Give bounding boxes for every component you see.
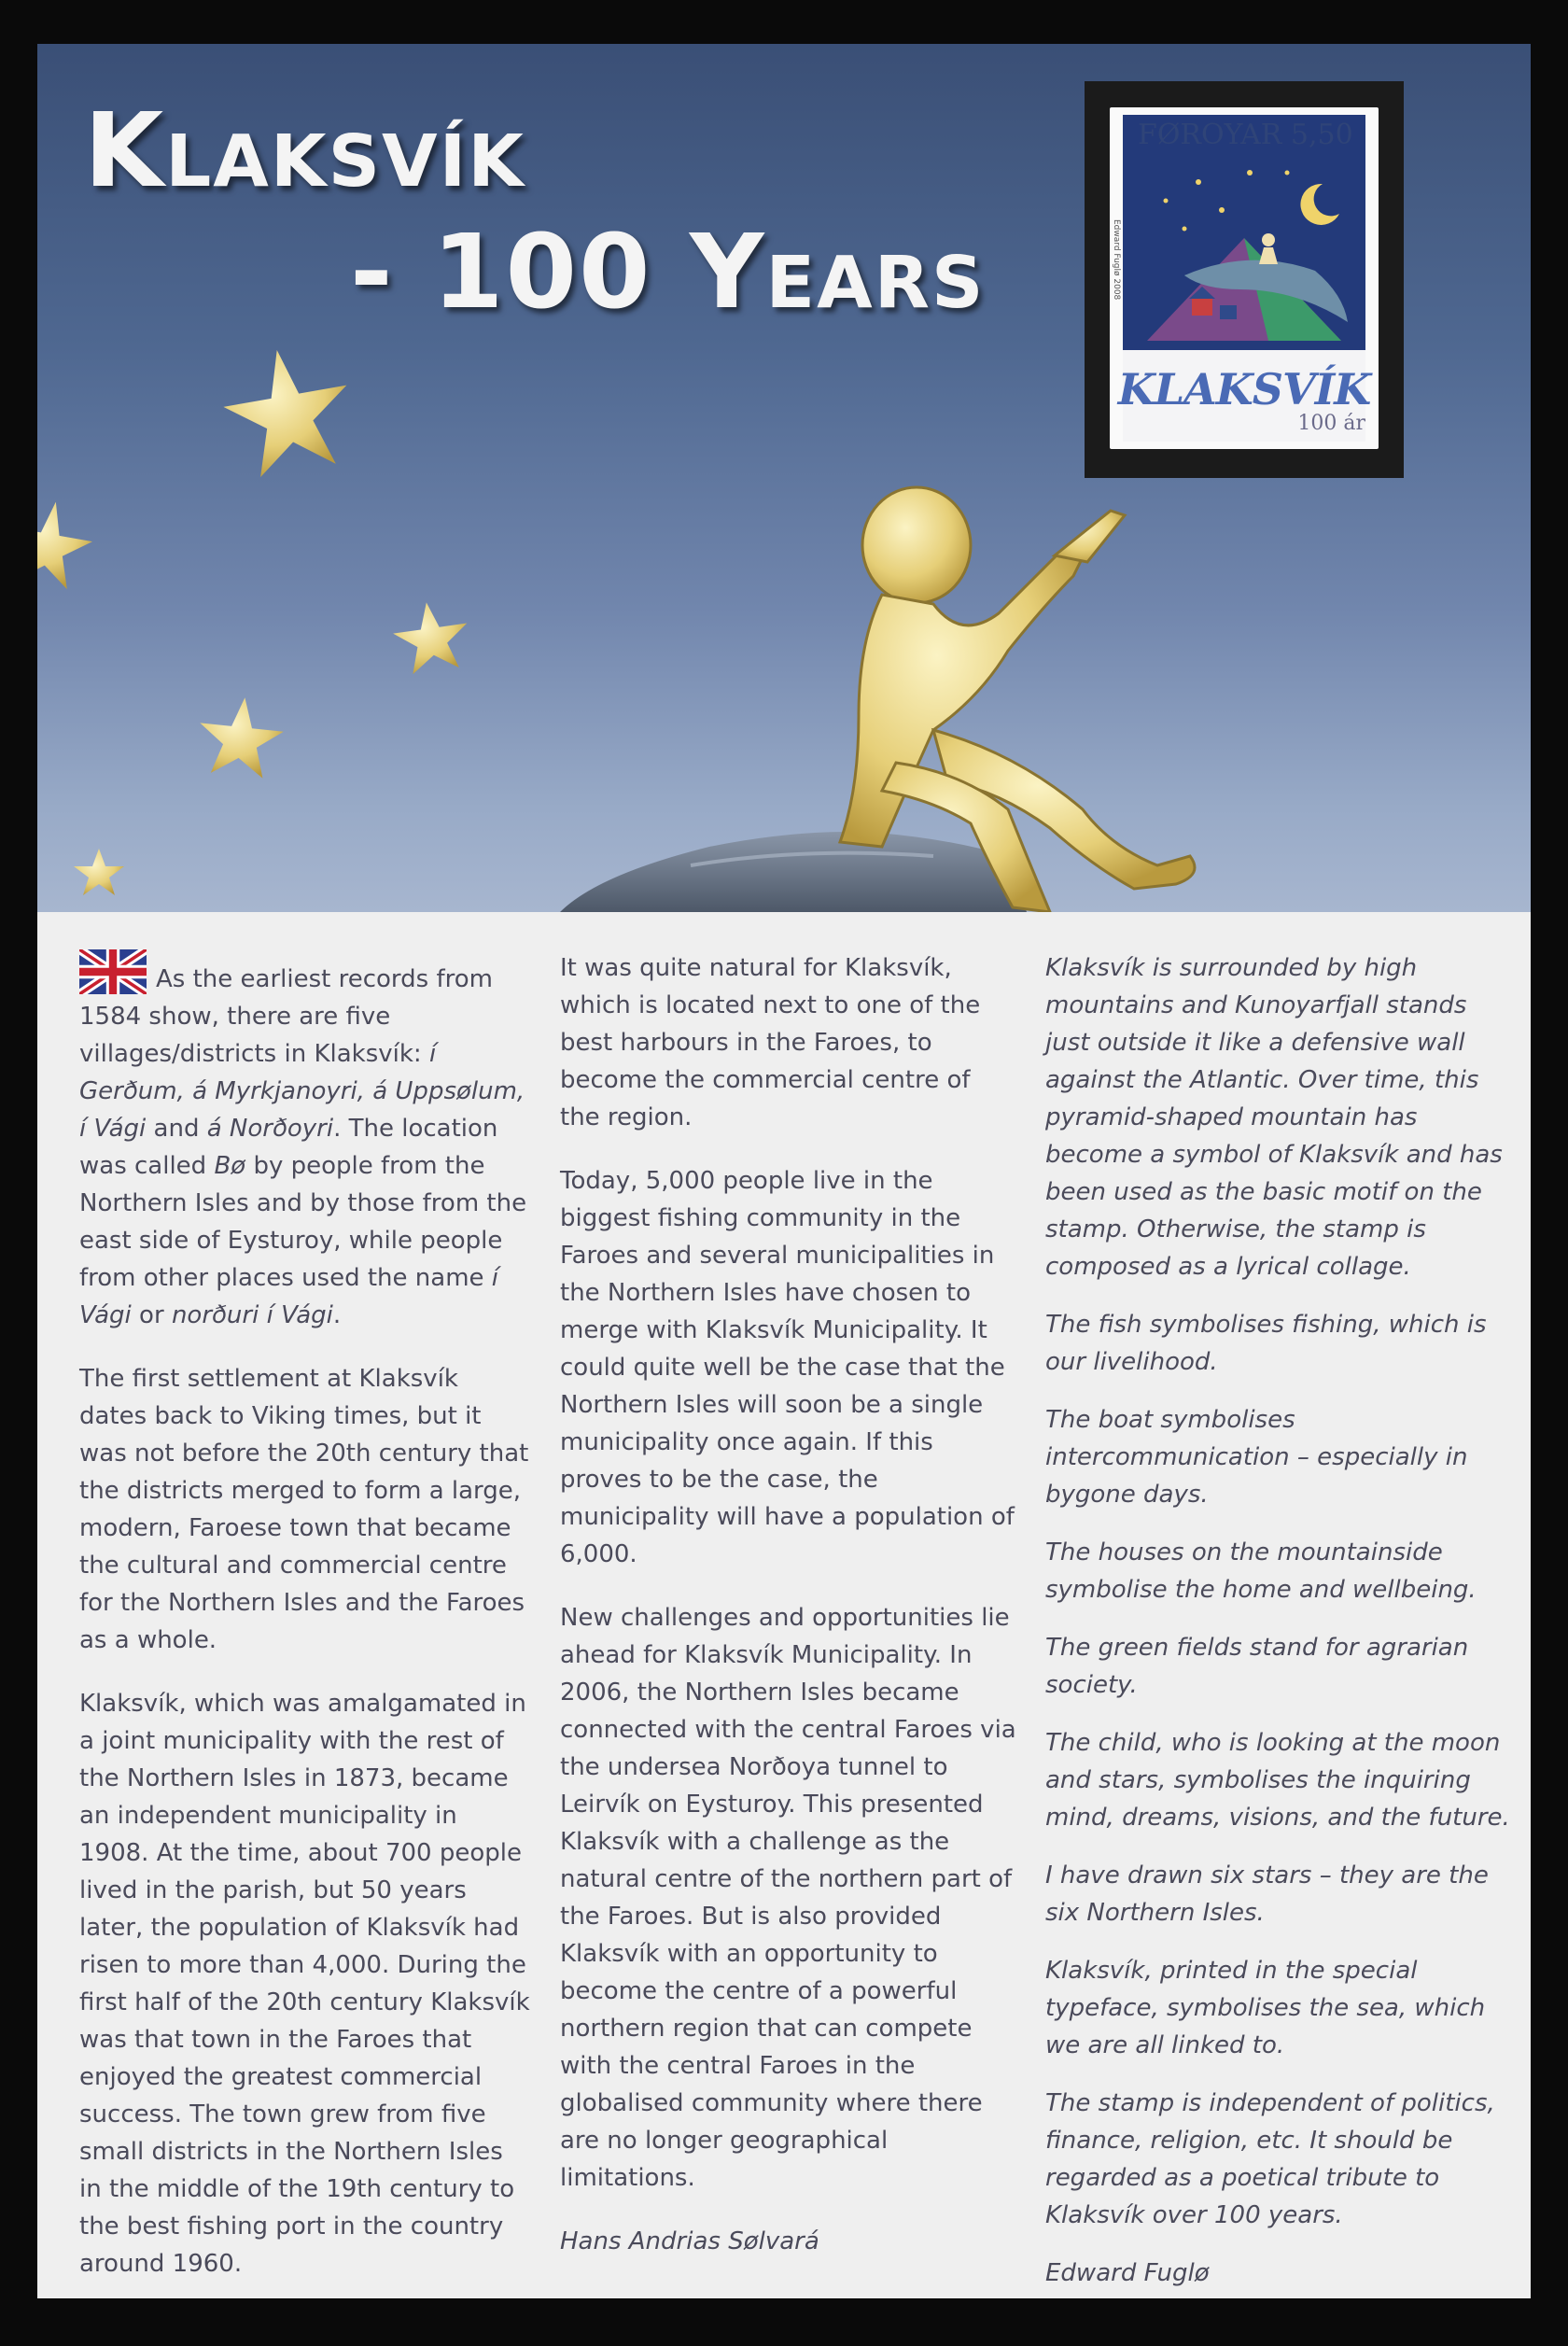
paragraph: The child, who is looking at the moon and stars, symbolises the inquiring mind, dreams, visions, and the future.	[1045, 1729, 1510, 1832]
stamp-credit: Edward Fuglø 2008	[1112, 219, 1121, 301]
stamp-name: KLAKSVÍK	[1117, 364, 1371, 414]
paragraph: Klaksvík, which was amalgamated in a joint municipality with the rest of the Northern Isles in 1873, became an independent municipality in 1908. At the time, about 700 people lived in the parish, but 50 years later, the population of Klaksvík had risen to more than 4,000. During the first half of the 20th century Klaksvík was that town in the Faroes that enjoyed the greatest commercial success. The town grew from five small districts in the Northern Isles in the middle of the 19th century to the best fishing port in the country around 1960.	[79, 1690, 530, 2278]
stamp	[1110, 107, 1379, 449]
paragraph	[79, 949, 532, 1334]
text-column-3	[1045, 949, 1512, 2298]
text-span: norðuri í Vági	[171, 1301, 333, 1329]
paragraph: The first settlement at Klaksvík dates back to Viking times, but it was not before the 20th century that the districts merged to form a large, modern, Faroese town that became the cultural and commercial centre for the Northern Isles and the Faroes as a whole.	[79, 1365, 529, 1654]
star-large-icon	[216, 339, 360, 481]
text-span: As the earliest records from 1584 show, there are five villages/districts in Klaksvík:	[79, 965, 493, 1068]
paragraph: The green fields stand for agrarian society.	[1045, 1634, 1469, 1699]
page-title-line1: Klaksvík	[84, 91, 525, 210]
text-column-1	[79, 949, 532, 2298]
text-span: á Norðoyri	[206, 1115, 334, 1143]
paragraph: New challenges and opportunities lie ahead for Klaksvík Municipality. In 2006, the Northern Isles became connected with the central Faroes via the undersea Norðoya tunnel to Leirvík on Eysturoy. This presented Klaksvík with a challenge as the natural centre of the northern part of the Faroes. But is also provided Klaksvík with an opportunity to become the centre of a powerful northern region that can compete with the central Faroes in the globalised community where there are no longer geographical limitations.	[560, 1604, 1016, 2192]
paragraph: Klaksvík, printed in the special typeface, symbolises the sea, which we are all linked to.	[1045, 1957, 1486, 2059]
stamp-years: 100 ár	[1297, 412, 1365, 435]
text-span: .	[332, 1301, 342, 1329]
hero-illustration	[37, 44, 1531, 912]
paragraph: The boat symbolises intercommunication – especially in bygone days.	[1045, 1406, 1468, 1509]
star-small-icon	[74, 849, 124, 895]
page-title-line2: - 100 Years	[350, 212, 986, 331]
author-signature: Hans Andrias Sølvará	[560, 2227, 819, 2255]
paragraph: The houses on the mountainside symbolise the home and wellbeing.	[1045, 1538, 1477, 1604]
text-column-2	[560, 949, 1017, 2286]
souvenir-sheet	[37, 44, 1531, 2298]
text-span: by people from the Northern Isles and by those from the east side of Eysturoy, while people from other places used the name	[79, 1152, 527, 1292]
paragraph: The stamp is independent of politics, finance, religion, etc. It should be regarded as a poetical tribute to Klaksvík over 100 years.	[1045, 2089, 1495, 2229]
text-span: or	[131, 1301, 172, 1329]
text-span: í Vági	[79, 1264, 499, 1329]
paragraph: I have drawn six stars – they are the six Northern Isles.	[1045, 1861, 1489, 1927]
paragraph: Klaksvík is surrounded by high mountains and Kunoyarfjall stands just outside it like a defensive wall against the Atlantic. Over time, this pyramid-shaped mountain has become a symbol of Klaksvík and has been used as the basic motif on the stamp. Otherwise, the stamp is composed as a lyrical collage.	[1045, 954, 1503, 1281]
rock-icon	[560, 832, 1027, 912]
paragraph: The fish symbolises fishing, which is our livelihood.	[1045, 1311, 1487, 1376]
stamp-country: FØROYAR 5,50	[1138, 119, 1353, 151]
text-span: . The location was called	[79, 1115, 498, 1180]
uk-flag-icon	[79, 949, 147, 994]
text-span: Bø	[214, 1152, 246, 1180]
paragraph: It was quite natural for Klaksvík, which is located next to one of the best harbours in the Faroes, to become the commercial centre of the region.	[560, 954, 981, 1131]
star-left-icon	[37, 495, 98, 593]
text-span: í Gerðum, á Myrkjanoyri, á Uppsølum, í Vági	[79, 1040, 525, 1143]
text-span: and	[146, 1115, 207, 1143]
paragraph: Today, 5,000 people live in the biggest fishing community in the Faroes and several municipalities in the Northern Isles have chosen to merge with Klaksvík Municipality. It could quite well be the case that the Northern Isles will soon be a single municipality once again. If this proves to be the case, the municipality will have a population of 6,000.	[560, 1167, 1015, 1568]
star-lower-icon	[195, 694, 287, 780]
artist-signature: Edward Fuglø	[1045, 2259, 1210, 2287]
star-mid-icon	[389, 597, 473, 676]
stamp-mount	[1085, 81, 1404, 478]
